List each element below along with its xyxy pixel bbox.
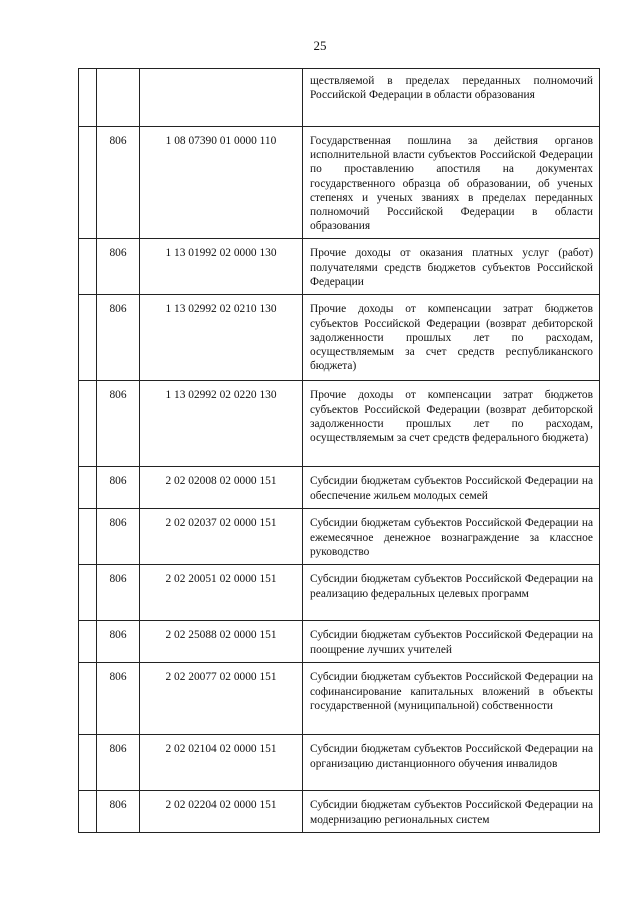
table-row [79, 663, 600, 735]
margin-cell [79, 69, 97, 127]
description-cell: Прочие доходы от оказания платных услуг (работ) получателями средств бюджетов субъектов Российской Федерации [303, 239, 600, 295]
margin-cell [79, 621, 97, 663]
margin-cell [79, 295, 97, 381]
table-row [79, 239, 600, 295]
margin-cell [79, 565, 97, 621]
table-row [79, 381, 600, 467]
admin-code-cell: 806 [97, 127, 140, 239]
margin-cell [79, 663, 97, 735]
admin-code-cell: 806 [97, 295, 140, 381]
admin-code-cell: 806 [97, 509, 140, 565]
description-cell: Субсидии бюджетам субъектов Российской Федерации на модернизацию региональных систем [303, 791, 600, 833]
description-cell: Субсидии бюджетам субъектов Российской Федерации на реализацию федеральных целевых программ [303, 565, 600, 621]
description-cell: ществляемой в пределах переданных полномочий Российской Федерации в области образования [303, 69, 600, 127]
admin-code-cell: 806 [97, 621, 140, 663]
revenue-code-cell: 2 02 02204 02 0000 151 [140, 791, 303, 833]
description-cell: Государственная пошлина за действия органов исполнительной власти субъектов Российской Федерации по проставлению апостиля на документах государственного образца об образовании, об ученых степенях и ученых званиях в пределах переданных полномочий Российской Федерации в области образования [303, 127, 600, 239]
revenue-code-cell: 1 08 07390 01 0000 110 [140, 127, 303, 239]
table-row [79, 621, 600, 663]
admin-code-cell: 806 [97, 565, 140, 621]
revenue-code-table [78, 68, 600, 833]
revenue-code-cell: 2 02 02037 02 0000 151 [140, 509, 303, 565]
table-row [79, 791, 600, 833]
admin-code-cell: 806 [97, 381, 140, 467]
revenue-code-cell: 2 02 20077 02 0000 151 [140, 663, 303, 735]
page-number: 25 [313, 38, 327, 53]
revenue-code-cell: 2 02 02104 02 0000 151 [140, 735, 303, 791]
description-cell: Субсидии бюджетам субъектов Российской Федерации на организацию дистанционного обучения инвалидов [303, 735, 600, 791]
revenue-code-cell: 2 02 20051 02 0000 151 [140, 565, 303, 621]
revenue-code-cell: 2 02 25088 02 0000 151 [140, 621, 303, 663]
description-cell: Прочие доходы от компенсации затрат бюджетов субъектов Российской Федерации (возврат дебиторской задолженности прошлых лет по расходам, осуществляемым за счет средств республиканского бюджета) [303, 295, 600, 381]
margin-cell [79, 467, 97, 509]
admin-code-cell: 806 [97, 791, 140, 833]
table-row [79, 295, 600, 381]
table-row [79, 735, 600, 791]
table-row [79, 69, 600, 127]
description-cell: Прочие доходы от компенсации затрат бюджетов субъектов Российской Федерации (возврат дебиторской задолженности прошлых лет по расходам, осуществляемым за счет средств федерального бюджета) [303, 381, 600, 467]
admin-code-cell [97, 69, 140, 127]
table-row [79, 509, 600, 565]
description-cell: Субсидии бюджетам субъектов Российской Федерации на поощрение лучших учителей [303, 621, 600, 663]
description-cell: Субсидии бюджетам субъектов Российской Федерации на обеспечение жильем молодых семей [303, 467, 600, 509]
revenue-code-cell [140, 69, 303, 127]
admin-code-cell: 806 [97, 735, 140, 791]
margin-cell [79, 509, 97, 565]
admin-code-cell: 806 [97, 239, 140, 295]
revenue-code-cell: 1 13 02992 02 0220 130 [140, 381, 303, 467]
margin-cell [79, 381, 97, 467]
admin-code-cell: 806 [97, 663, 140, 735]
revenue-code-cell: 1 13 01992 02 0000 130 [140, 239, 303, 295]
table-row [79, 565, 600, 621]
revenue-code-cell: 2 02 02008 02 0000 151 [140, 467, 303, 509]
table-row [79, 127, 600, 239]
table-row [79, 467, 600, 509]
revenue-code-cell: 1 13 02992 02 0210 130 [140, 295, 303, 381]
margin-cell [79, 239, 97, 295]
margin-cell [79, 735, 97, 791]
margin-cell [79, 791, 97, 833]
description-cell: Субсидии бюджетам субъектов Российской Федерации на ежемесячное денежное вознаграждение за классное руководство [303, 509, 600, 565]
description-cell: Субсидии бюджетам субъектов Российской Федерации на софинансирование капитальных вложений в объекты государственной (муниципальной) собственности [303, 663, 600, 735]
margin-cell [79, 127, 97, 239]
admin-code-cell: 806 [97, 467, 140, 509]
